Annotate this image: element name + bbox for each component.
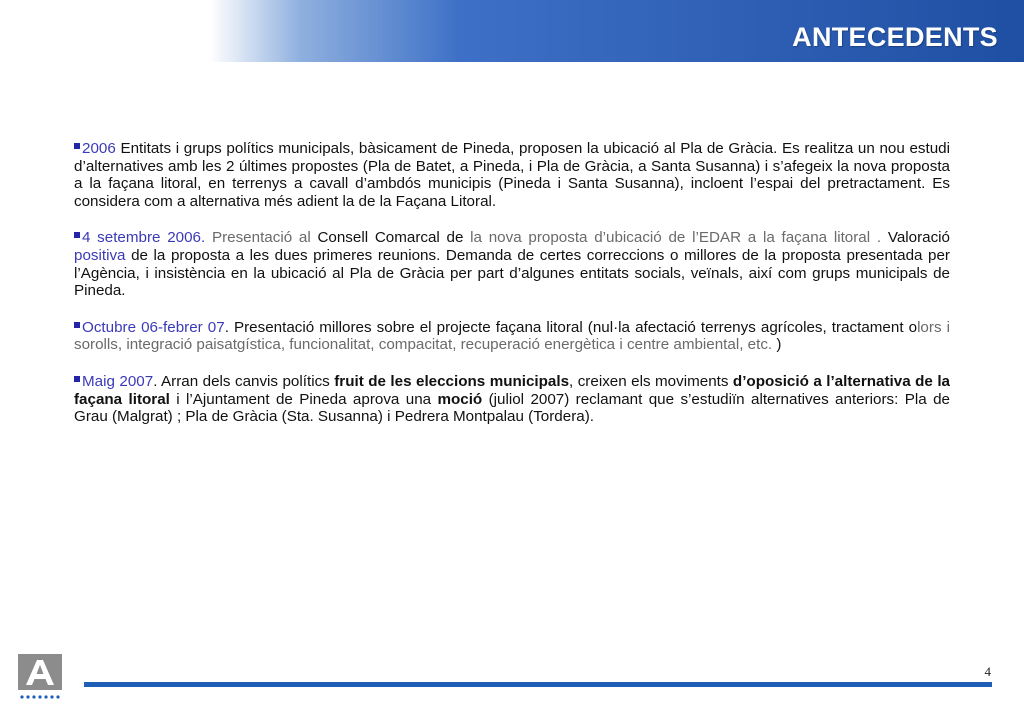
page-number: 4 <box>984 664 991 679</box>
content-body <box>74 140 950 445</box>
para-date: 2006 <box>82 140 116 157</box>
agencia-a-logo-icon <box>16 654 64 702</box>
para-text: (juliol 2007) reclamant que s’estudiïn alternatives anteriors: Pla de Grau (Malgrat) ; Pla de Gràcia (Sta. Susanna) i Pedrera Montpalau (Tordera). <box>74 390 950 426</box>
paragraph-maig-2007 <box>74 373 950 426</box>
square-bullet-icon <box>74 376 80 382</box>
para-text: . Arran dels canvis polítics <box>153 372 335 390</box>
para-text: positiva <box>74 246 126 264</box>
footer-divider <box>84 682 992 687</box>
para-text: Consell Comarcal de <box>317 229 464 247</box>
para-text: lors i sorolls, integració paisatgística, funcionalitat, compacitat, recuperació energètica i centre ambiental, etc. <box>74 318 950 354</box>
square-bullet-icon <box>74 143 80 149</box>
para-text: , creixen els moviments <box>569 372 733 390</box>
para-text: ) <box>776 336 782 354</box>
para-text: fruit de les eleccions municipals <box>334 372 570 390</box>
para-text: i l’Ajuntament de Pineda aprova una <box>169 390 438 408</box>
para-text: Valoració <box>887 229 951 247</box>
paragraph-setembre-2006 <box>74 229 950 299</box>
para-text: d’oposició a l’alternativa de la façana litoral <box>74 372 950 408</box>
title-bar <box>0 0 1024 62</box>
para-text: moció <box>437 390 483 408</box>
para-text: la nova proposta d’ubicació de l’EDAR a la façana litoral . <box>463 229 888 247</box>
paragraph-octubre-2006 <box>74 319 950 354</box>
para-text: Entitats i grups polítics municipals, bàsicament de Pineda, proposen la ubicació al Pla de Gràcia. Es realitza un nou estudi d’alternatives amb les 2 últimes propostes (Pla de Batet, a Pineda, i Pla de Gràcia, a Santa Susanna) i s’afegeix la nova proposta a la façana litoral, en terrenys a cavall d’ambdós municipis (Pineda i Santa Susanna), incloent l’espai del pretractament. Es considera com a alternativa més adient la de la Façana Litoral. <box>74 140 950 210</box>
para-text: de la proposta a les dues primeres reunions. Demanda de certes correccions o millores de la proposta presentada per l’Agència, i insistència en la ubicació al Pla de Gràcia per part d’algunes entitats socials, veïnals, així com grups municipals de Pineda. <box>74 246 950 300</box>
para-date: Octubre 06-febrer 07 <box>82 318 225 336</box>
para-date: 4 setembre 2006. <box>82 229 206 247</box>
para-text: Presentació al <box>205 229 318 247</box>
page-title: ANTECEDENTS <box>792 22 998 52</box>
square-bullet-icon <box>74 232 80 238</box>
paragraph-2006 <box>74 140 950 210</box>
para-date: Maig 2007 <box>82 372 154 390</box>
para-text: . Presentació millores sobre el projecte façana litoral (nul·la afectació terrenys agrícoles, tractament o <box>224 318 918 336</box>
square-bullet-icon <box>74 322 80 328</box>
